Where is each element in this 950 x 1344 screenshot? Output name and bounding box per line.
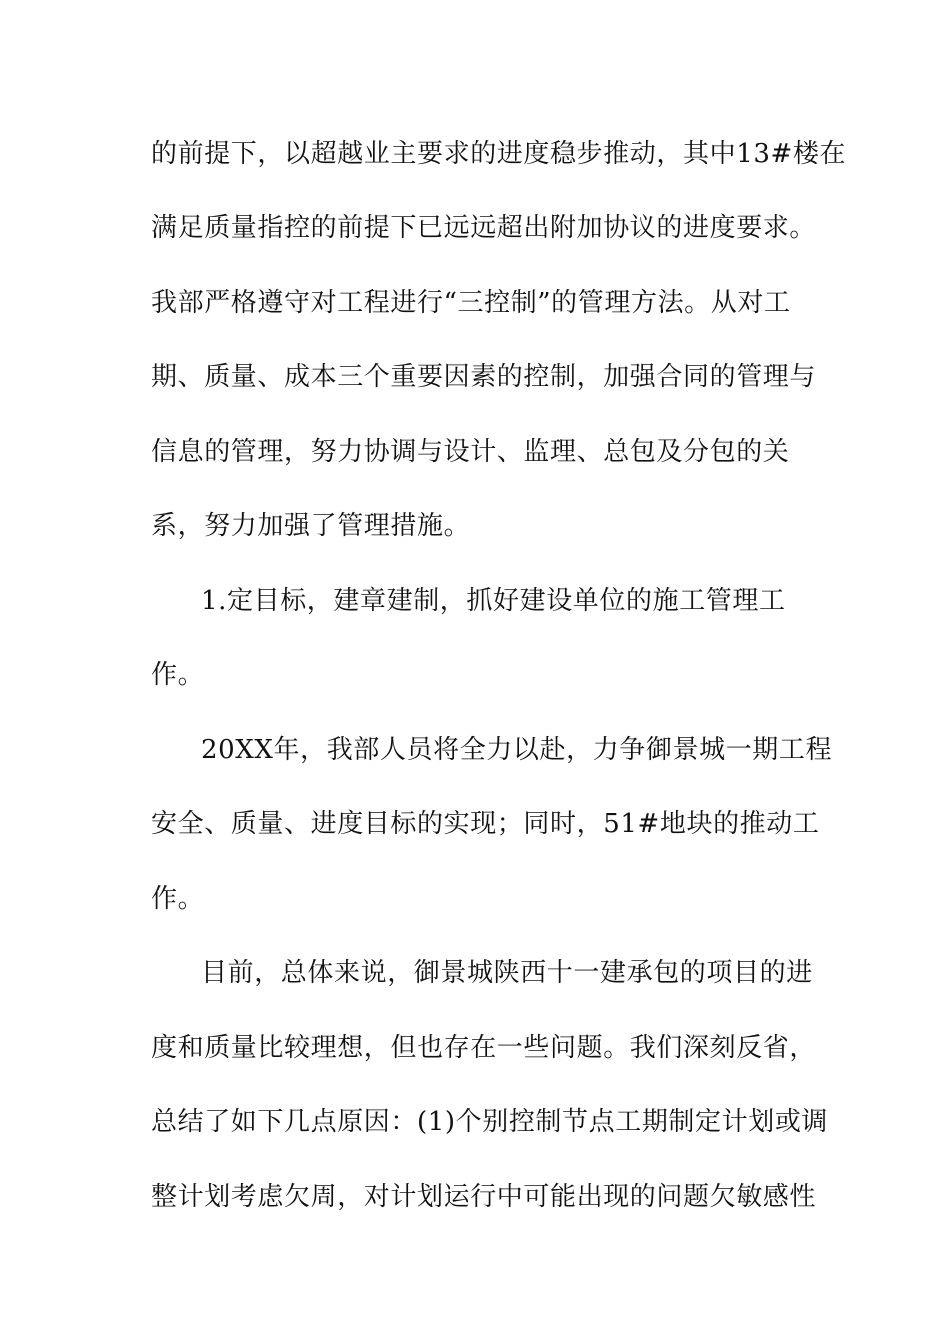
text-line: 系，努力加强了管理措施。: [151, 511, 471, 541]
list-item-heading: 1.定目标，建章建制，抓好建设单位的施工管理工: [201, 586, 786, 616]
text-line: 作。: [151, 884, 205, 914]
text-line: 整计划考虑欠周，对计划运行中可能出现的问题欠敏感性: [151, 1182, 817, 1212]
text-line: 总结了如下几点原因：(1)个别控制节点工期制定计划或调: [151, 1107, 829, 1137]
paragraph-start: 20XX年，我部人员将全力以赴，力争御景城一期工程: [201, 735, 833, 765]
text-line: 信息的管理，努力协调与设计、监理、总包及分包的关: [151, 437, 790, 467]
text-line: 度和质量比较理想，但也存在一些问题。我们深刻反省，: [151, 1033, 817, 1063]
text-line: 作。: [151, 660, 205, 690]
text-line: 期、质量、成本三个重要因素的控制，加强合同的管理与: [151, 362, 817, 392]
text-line: 我部严格遵守对工程进行“三控制”的管理方法。从对工: [151, 288, 791, 318]
text-line: 满足质量指控的前提下已远远超出附加协议的进度要求。: [151, 213, 817, 243]
text-line: 的前提下，以超越业主要求的进度稳步推动，其中13#楼在: [151, 139, 847, 169]
text-line: 安全、质量、进度目标的实现；同时，51#地块的推动工: [151, 809, 820, 839]
paragraph-start: 目前，总体来说，御景城陕西十一建承包的项目的进: [201, 958, 813, 988]
